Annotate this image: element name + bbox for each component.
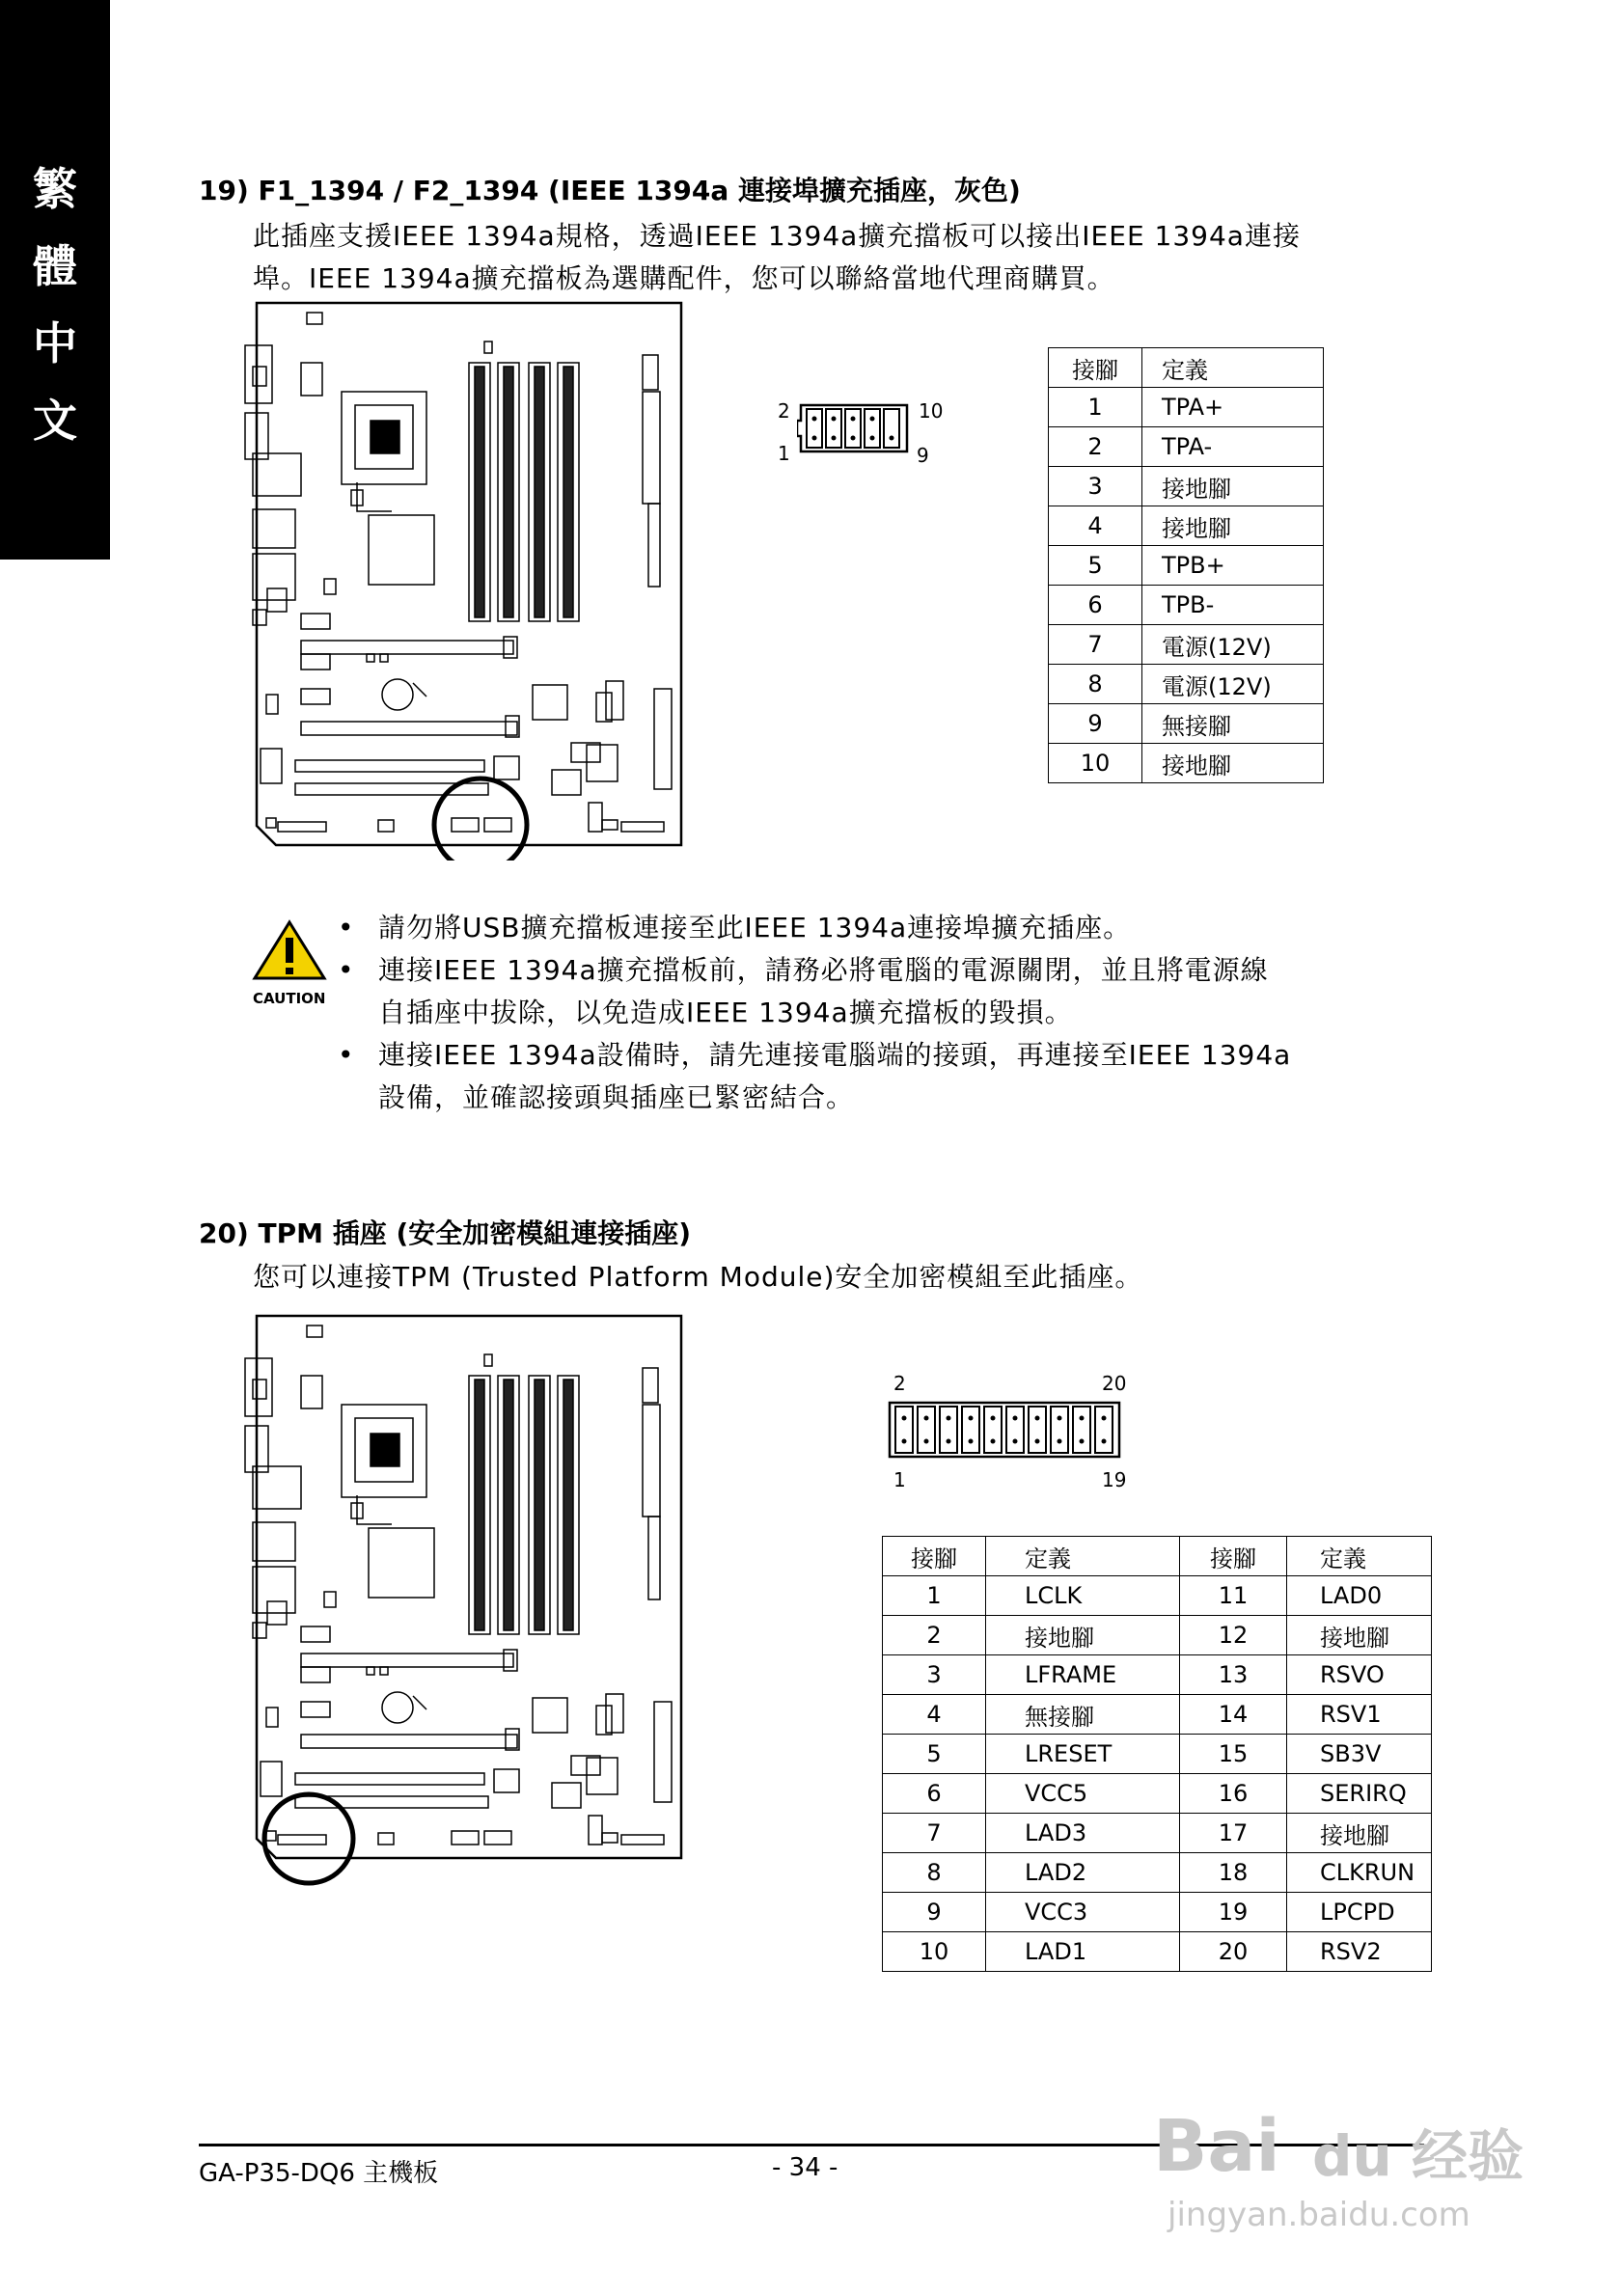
pin-definition: LCLK <box>986 1576 1180 1616</box>
table-row <box>883 1616 1432 1655</box>
pin-number: 4 <box>1049 506 1142 546</box>
caution-warning-icon <box>249 918 330 992</box>
pin-number: 1 <box>883 1576 986 1616</box>
caution-label: CAUTION <box>253 990 326 1007</box>
pin-definition: LAD2 <box>986 1853 1180 1893</box>
baidu-watermark-url: jingyan.baidu.com <box>1168 2196 1470 2234</box>
pin-number: 10 <box>883 1932 986 1972</box>
table-row <box>1049 388 1324 427</box>
pin-definition: 電源(12V) <box>1142 625 1324 665</box>
table-row <box>883 1695 1432 1735</box>
header-pin-label: 2 <box>893 1372 906 1395</box>
pin-definition: 接地腳 <box>1142 506 1324 546</box>
table-row <box>1049 744 1324 783</box>
para-line: 此插座支援IEEE 1394a規格，透過IEEE 1394a擴充擋板可以接出IEEE 1394a連接 <box>253 220 1301 252</box>
pin-number: 3 <box>883 1655 986 1695</box>
table-header-row <box>1049 348 1324 388</box>
table-row <box>883 1576 1432 1616</box>
caution-bullet: • 連接IEEE 1394a擴充擋板前，請務必將電腦的電源關閉，並且將電源線 <box>338 949 1291 992</box>
highlight-circle <box>434 779 527 861</box>
column-header: 接腳 <box>883 1537 986 1576</box>
header-pin-label: 2 <box>778 399 790 423</box>
pin-definition: RSV1 <box>1287 1695 1432 1735</box>
page-number: - 34 - <box>772 2153 838 2182</box>
table-row <box>883 1774 1432 1814</box>
side-tab-char: 繁 <box>33 163 77 215</box>
table-row <box>1049 704 1324 744</box>
pin-definition: VCC5 <box>986 1774 1180 1814</box>
caution-bullet-continued: 設備，並確認接頭與插座已緊密結合。 <box>378 1081 855 1113</box>
footer-product-name: GA-P35-DQ6 主機板 <box>199 2159 439 2188</box>
pin-definition: CLKRUN <box>1287 1853 1432 1893</box>
pin-definition: LAD0 <box>1287 1576 1432 1616</box>
pin-definition: 無接腳 <box>986 1695 1180 1735</box>
caution-bullet: • 請勿將USB擴充擋板連接至此IEEE 1394a連接埠擴充插座。 <box>338 907 1291 949</box>
header-pin-label: 19 <box>1102 1468 1127 1491</box>
pin-number: 6 <box>1049 586 1142 625</box>
column-header: 定義 <box>1287 1537 1432 1576</box>
pin-number: 14 <box>1180 1695 1287 1735</box>
table-row <box>1049 546 1324 586</box>
column-header: 接腳 <box>1049 348 1142 388</box>
header-pin-label: 1 <box>778 442 790 465</box>
pin-definition: TPA+ <box>1142 388 1324 427</box>
table-row <box>883 1893 1432 1932</box>
pin-number: 5 <box>883 1735 986 1774</box>
table-row <box>1049 506 1324 546</box>
pin-number: 11 <box>1180 1576 1287 1616</box>
table-header-row <box>883 1537 1432 1576</box>
header-pin-label: 9 <box>917 444 929 467</box>
pin-definition: RSV2 <box>1287 1932 1432 1972</box>
pin-number: 12 <box>1180 1616 1287 1655</box>
header-pin-label: 20 <box>1102 1372 1127 1395</box>
motherboard-diagram-tpm <box>243 1312 687 1891</box>
pin-number: 10 <box>1049 744 1142 783</box>
pin-definition: 接地腳 <box>1142 744 1324 783</box>
side-tab-char: 文 <box>33 395 77 447</box>
table-row <box>883 1932 1432 1972</box>
pin-number: 15 <box>1180 1735 1287 1774</box>
table-row <box>883 1814 1432 1853</box>
pin-number: 17 <box>1180 1814 1287 1853</box>
section-19-heading: 19) F1_1394 / F2_1394 (IEEE 1394a 連接埠擴充插座，灰色) <box>199 175 1021 206</box>
side-tab-char: 體 <box>33 240 77 292</box>
pin-definition: SB3V <box>1287 1735 1432 1774</box>
pin-number: 9 <box>883 1893 986 1932</box>
pin-number: 20 <box>1180 1932 1287 1972</box>
tpm-pin-table <box>882 1536 1432 1972</box>
pin-definition: LAD1 <box>986 1932 1180 1972</box>
pin-definition: TPB+ <box>1142 546 1324 586</box>
pin-number: 13 <box>1180 1655 1287 1695</box>
table-row <box>883 1655 1432 1695</box>
pin-number: 2 <box>883 1616 986 1655</box>
pin-definition: TPA- <box>1142 427 1324 467</box>
side-tab-char: 中 <box>33 317 77 369</box>
pin-number: 9 <box>1049 704 1142 744</box>
pin-definition: VCC3 <box>986 1893 1180 1932</box>
caution-bullet-continued: 自插座中拔除，以免造成IEEE 1394a擴充擋板的毀損。 <box>378 997 1073 1028</box>
section-19-paragraph <box>253 215 1301 300</box>
table-row <box>1049 586 1324 625</box>
table-row <box>1049 665 1324 704</box>
para-line: 埠。IEEE 1394a擴充擋板為選購配件，您可以聯絡當地代理商購買。 <box>253 262 1115 294</box>
pin-definition: 電源(12V) <box>1142 665 1324 704</box>
pin-definition: 接地腳 <box>1287 1814 1432 1853</box>
tpm-pin-header-icon <box>888 1401 1121 1459</box>
table-row <box>1049 467 1324 506</box>
baidu-watermark-logo: Bai <box>1153 2105 1280 2188</box>
baidu-watermark-logo-tail: du 经验 <box>1312 2123 1525 2189</box>
pin-number: 6 <box>883 1774 986 1814</box>
pin-definition: LRESET <box>986 1735 1180 1774</box>
pin-number: 16 <box>1180 1774 1287 1814</box>
pin-number: 5 <box>1049 546 1142 586</box>
pin-number: 4 <box>883 1695 986 1735</box>
pin-definition: 接地腳 <box>986 1616 1180 1655</box>
pin-definition: LFRAME <box>986 1655 1180 1695</box>
pin-definition: LPCPD <box>1287 1893 1432 1932</box>
table-row <box>1049 625 1324 665</box>
pin-number: 2 <box>1049 427 1142 467</box>
motherboard-diagram-1394 <box>243 299 687 861</box>
header-pin-label: 10 <box>919 399 944 423</box>
pin-definition: SERIRQ <box>1287 1774 1432 1814</box>
caution-notes <box>338 907 1291 1119</box>
table-row <box>883 1853 1432 1893</box>
pin-number: 8 <box>1049 665 1142 704</box>
pin-number: 18 <box>1180 1853 1287 1893</box>
pin-definition: TPB- <box>1142 586 1324 625</box>
pin-number: 3 <box>1049 467 1142 506</box>
pin-number: 1 <box>1049 388 1142 427</box>
column-header: 定義 <box>986 1537 1180 1576</box>
section-20-heading: 20) TPM 插座 (安全加密模組連接插座) <box>199 1217 692 1249</box>
section-20-paragraph <box>253 1256 1142 1298</box>
pin-number: 7 <box>883 1814 986 1853</box>
pin-definition: 接地腳 <box>1287 1616 1432 1655</box>
pin-definition: LAD3 <box>986 1814 1180 1853</box>
pin-number: 19 <box>1180 1893 1287 1932</box>
caution-bullet: • 連接IEEE 1394a設備時，請先連接電腦端的接頭，再連接至IEEE 1394a <box>338 1034 1291 1077</box>
pin-number: 7 <box>1049 625 1142 665</box>
ieee1394-pin-table <box>1048 347 1324 783</box>
pin-definition: 無接腳 <box>1142 704 1324 744</box>
pin-definition: 接地腳 <box>1142 467 1324 506</box>
ieee1394-pin-header-icon <box>797 401 911 455</box>
table-row <box>883 1735 1432 1774</box>
table-row <box>1049 427 1324 467</box>
pin-number: 8 <box>883 1853 986 1893</box>
language-side-tab <box>0 0 110 560</box>
pin-definition: RSVO <box>1287 1655 1432 1695</box>
column-header: 接腳 <box>1180 1537 1287 1576</box>
para-line: 您可以連接TPM (Trusted Platform Module)安全加密模組至此插座。 <box>253 1261 1143 1293</box>
column-header: 定義 <box>1142 348 1324 388</box>
header-pin-label: 1 <box>893 1468 906 1491</box>
